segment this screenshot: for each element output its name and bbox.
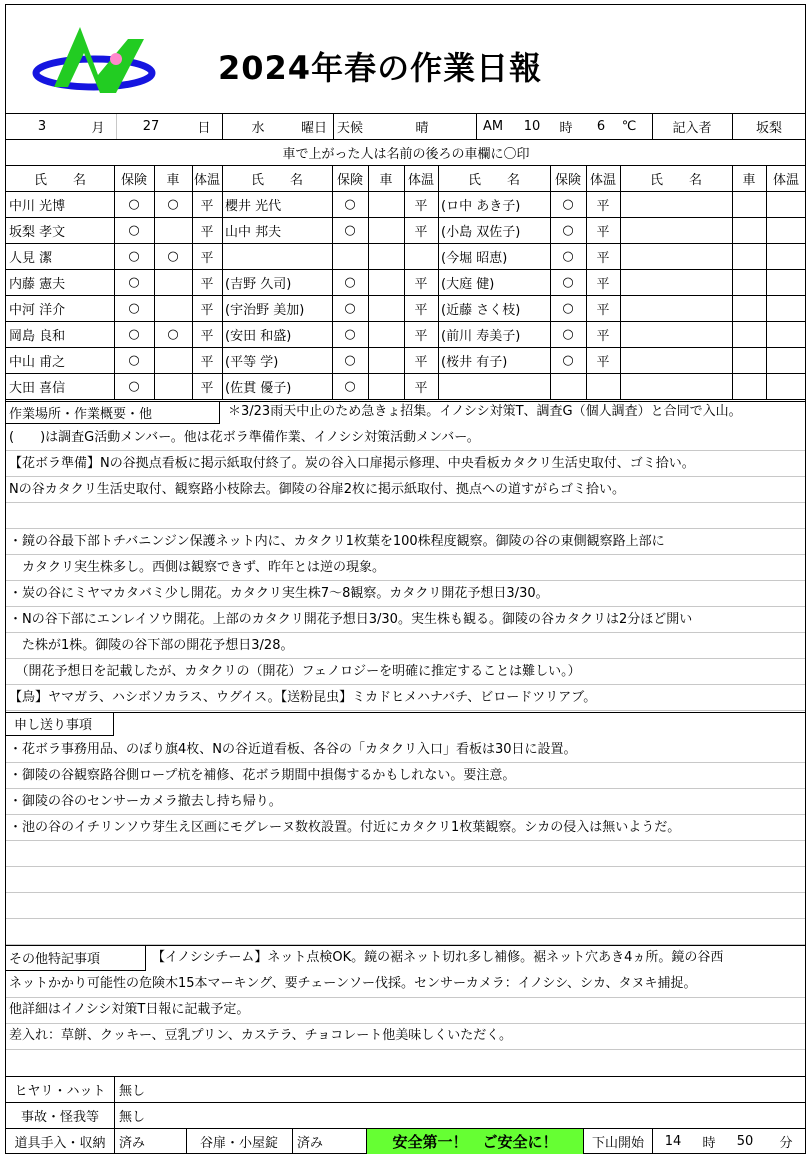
report-title: 2024年春の作業日報 xyxy=(218,49,543,87)
attendee-ins: ○ xyxy=(344,326,356,342)
attendee-ins: ○ xyxy=(344,300,356,316)
gridline xyxy=(6,788,805,789)
gridline xyxy=(6,658,805,659)
attendee-ins xyxy=(332,243,368,269)
attendee-ins: ○ xyxy=(562,248,574,264)
gate-value: 済み xyxy=(297,1136,324,1151)
gridline xyxy=(6,632,805,633)
ampm: AM xyxy=(482,119,504,134)
attendee-name: 中河 洋介 xyxy=(9,302,66,318)
attendee-temp: 平 xyxy=(414,354,428,370)
attendee-name: (平等 学) xyxy=(225,354,279,370)
day-value: 27 xyxy=(142,119,160,134)
attendee-car: ○ xyxy=(167,248,179,264)
descent-minute: 50 xyxy=(736,1134,754,1149)
attendee-ins: ○ xyxy=(128,300,140,316)
attendee-car xyxy=(368,373,404,399)
work-line: （開花予想日を記載したが、カタクリの（開花）フェノロジーを明確に推定することは難しい。） xyxy=(9,664,581,679)
attendee-temp: 平 xyxy=(200,224,214,240)
other-line: 差入れ：草餅、クッキー、豆乳プリン、カステラ、チョコレート他美味しくいただく。 xyxy=(9,1028,512,1043)
car-note: 車で上がった人は名前の後ろの車欄に〇印 xyxy=(282,147,530,162)
gridline xyxy=(6,1023,805,1024)
attendee-name: 中川 光博 xyxy=(9,198,66,214)
attendee-ins: ○ xyxy=(128,326,140,342)
attendee-car: ○ xyxy=(167,196,179,212)
col-header-car: 車 xyxy=(379,172,393,188)
gridline xyxy=(6,554,805,555)
gridline xyxy=(6,762,805,763)
gridline xyxy=(6,814,805,815)
daily-report-sheet xyxy=(5,4,806,1154)
tools-value: 済み xyxy=(119,1136,146,1151)
attendee-car: ○ xyxy=(167,326,179,342)
work-line: ・Nの谷下部にエンレイソウ開花。上部のカタクリ開花予想日3/30。実生株も観る。御陵の谷カタクリは2分ほど開い xyxy=(9,612,693,627)
attendee-temp: 平 xyxy=(414,380,428,396)
gridline xyxy=(6,450,805,451)
gridline xyxy=(6,476,805,477)
handover-line: ・池の谷のイチリンソウ芽生え区画にモグレーヌ数枚設置。付近にカタクリ1枚葉観察。シカの侵入は無いようだ。 xyxy=(9,820,681,835)
work-line: カタクリ実生株多し。西側は観察できず、昨年とは逆の現象。 xyxy=(9,560,385,575)
other-label: その他特記事項 xyxy=(6,945,146,971)
attendee-car xyxy=(368,191,404,217)
attendee-ins: ○ xyxy=(344,378,356,394)
attendee-temp: 平 xyxy=(596,302,610,318)
gridline xyxy=(6,892,805,893)
attendee-name: (宇治野 美加) xyxy=(225,302,305,318)
work-line: ・炭の谷にミヤマカタバミ少し開花。カタクリ実生株7～8観察。カタクリ開花予想日3/30。 xyxy=(9,586,549,601)
col-header-car: 車 xyxy=(166,172,180,188)
attendee-name: (前川 寿美子) xyxy=(441,328,521,344)
hour-label: 時 xyxy=(559,121,573,136)
descent-label: 下山開始 xyxy=(591,1136,644,1151)
attendee-name: (吉野 久司) xyxy=(225,276,292,292)
attendee-ins: ○ xyxy=(344,222,356,238)
attendee-temp: 平 xyxy=(596,328,610,344)
temp-value: 6 xyxy=(596,119,606,134)
recorder-label: 記入者 xyxy=(672,121,712,136)
attendee-ins: ○ xyxy=(128,196,140,212)
work-line: ・鏡の谷最下部トチバニンジン保護ネット内に、カタクリ1枚葉を100株程度観察。御陵の谷の東側観察路上部に xyxy=(9,534,665,549)
attendee-ins: ○ xyxy=(562,196,574,212)
gridline xyxy=(6,684,805,685)
work-line: た株が1株。御陵の谷下部の開花予想日3/28。 xyxy=(9,638,294,653)
attendee-temp: 平 xyxy=(414,302,428,318)
gridline xyxy=(6,866,805,867)
attendee-ins: ○ xyxy=(344,274,356,290)
attendee-name: 人見 潔 xyxy=(9,250,53,266)
attendee-name: (大庭 健) xyxy=(441,276,495,292)
attendee-name xyxy=(438,373,550,399)
work-line: 【鳥】ヤマガラ、ハシボソカラス、ウグイス。【送粉昆虫】ミカドヒメハナバチ、ビロードツリアブ。 xyxy=(9,690,597,705)
gridline xyxy=(6,918,805,919)
attendee-name: (今堀 昭恵) xyxy=(441,250,508,266)
month-value: 3 xyxy=(37,119,47,134)
gridline xyxy=(6,710,805,711)
attendee-name: 大田 喜信 xyxy=(9,380,66,396)
safety-banner: 安全第一！ ご安全に！ xyxy=(366,1129,584,1154)
attendee-ins: ○ xyxy=(344,352,356,368)
weather-value: 晴 xyxy=(415,121,429,136)
other-first-line: 【イノシシチーム】ネット点検OK。鏡の裾ネット切れ多し補修。裾ネット穴あき4ヵ所。鏡の谷西 xyxy=(152,950,724,965)
weather-label: 天候 xyxy=(336,121,363,136)
attendee-temp: 平 xyxy=(414,276,428,292)
attendee-name: 内藤 憲夫 xyxy=(9,276,66,292)
attendee-car xyxy=(368,217,404,243)
attendee-car xyxy=(154,269,192,295)
attendee-name: (ロ中 あき子) xyxy=(441,198,521,214)
attendee-ins: ○ xyxy=(344,196,356,212)
attendee-ins: ○ xyxy=(128,378,140,394)
work-line: Nの谷カタクリ生活史取付、観察路小枝除去。御陵の谷扉2枚に掲示紙取付、拠点への道すがらゴミ拾い。 xyxy=(9,482,625,497)
attendee-car xyxy=(154,373,192,399)
attendee-car xyxy=(154,347,192,373)
attendee-temp: 平 xyxy=(596,224,610,240)
attendee-ins: ○ xyxy=(562,300,574,316)
temp-unit: ℃ xyxy=(621,119,637,134)
hiyari-value: 無し xyxy=(119,1084,146,1099)
attendee-temp: 平 xyxy=(200,380,214,396)
attendee-name: 中山 甫之 xyxy=(9,354,66,370)
attendee-ins: ○ xyxy=(128,274,140,290)
attendee-temp: 平 xyxy=(200,302,214,318)
attendee-temp: 平 xyxy=(200,198,214,214)
gate-label: 谷扉・小屋錠 xyxy=(199,1136,278,1151)
attendee-ins: ○ xyxy=(562,222,574,238)
attendee-ins: ○ xyxy=(128,352,140,368)
attendee-car xyxy=(368,243,404,269)
weekday-label: 曜日 xyxy=(300,121,327,136)
col-header-temp: 体温 xyxy=(407,172,434,188)
hour-value: 10 xyxy=(523,119,541,134)
day-label: 日 xyxy=(197,121,211,136)
col-header-ins: 保険 xyxy=(554,172,581,188)
hiyari-label: ヒヤリ・ハット xyxy=(14,1084,106,1099)
weekday-value: 水 xyxy=(251,121,265,136)
accident-value: 無し xyxy=(119,1110,146,1125)
attendee-temp: 平 xyxy=(414,224,428,240)
gridline xyxy=(6,528,805,529)
attendee-temp: 平 xyxy=(200,354,214,370)
logo xyxy=(24,19,164,103)
col-header-ins: 保険 xyxy=(120,172,147,188)
gridline xyxy=(6,840,805,841)
handover-line: ・御陵の谷のセンサーカメラ撤去し持ち帰り。 xyxy=(9,794,282,809)
attendee-ins: ○ xyxy=(128,222,140,238)
col-header-name: 氏 名 xyxy=(649,172,702,188)
month-label: 月 xyxy=(91,121,105,136)
attendee-car xyxy=(368,347,404,373)
gridline xyxy=(6,502,805,503)
other-line: ネットかかり可能性の危険木15本マーキング、要チェーンソー伐採。センサーカメラ：イノシシ、シカ、タヌキ捕捉。 xyxy=(9,976,697,991)
gridline xyxy=(6,1049,805,1050)
attendee-temp: 平 xyxy=(200,328,214,344)
gridline xyxy=(6,997,805,998)
col-line xyxy=(620,165,621,399)
attendee-temp: 平 xyxy=(596,250,610,266)
attendee-ins: ○ xyxy=(562,326,574,342)
handover-line: ・花ボラ事務用品、のぼり旗4枚、Nの谷近道看板、各谷の「カタクリ入口」看板は30日に設置。 xyxy=(9,742,577,757)
accident-label: 事故・怪我等 xyxy=(20,1110,99,1125)
handover-line: ・御陵の谷観察路谷側ロープ杭を補修、花ボラ期間中損傷するかもしれない。要注意。 xyxy=(9,768,516,783)
attendee-name: 櫻井 光代 xyxy=(225,198,282,214)
attendee-temp: 平 xyxy=(596,354,610,370)
gridline xyxy=(6,606,805,607)
col-header-name: 氏 名 xyxy=(33,172,86,188)
work-first-line: ＊3/23雨天中止のため急きょ招集。イノシシ対策T、調査G（個人調査）と合同で入山。 xyxy=(228,404,742,419)
recorder-value: 坂梨 xyxy=(755,121,782,136)
descent-hour: 14 xyxy=(664,1134,682,1149)
attendee-name: (佐貫 優子) xyxy=(225,380,292,396)
attendee-name xyxy=(222,243,332,269)
attendee-temp: 平 xyxy=(414,198,428,214)
attendee-name: 岡島 良和 xyxy=(9,328,66,344)
handover-label: 申し送り事項 xyxy=(6,712,114,736)
attendee-temp xyxy=(404,243,438,269)
col-header-car: 車 xyxy=(742,172,756,188)
row-line xyxy=(6,399,805,400)
attendee-name: (小島 双佐子) xyxy=(441,224,521,240)
attendee-car xyxy=(368,295,404,321)
attendee-temp: 平 xyxy=(414,328,428,344)
attendee-car xyxy=(368,321,404,347)
descent-hour-label: 時 xyxy=(702,1136,716,1151)
attendee-name: 坂梨 孝文 xyxy=(9,224,66,240)
attendee-car xyxy=(154,217,192,243)
attendee-name: 山中 邦夫 xyxy=(225,224,282,240)
attendee-temp: 平 xyxy=(200,276,214,292)
descent-minute-label: 分 xyxy=(779,1136,793,1151)
attendee-temp: 平 xyxy=(200,250,214,266)
attendee-car xyxy=(368,269,404,295)
tools-label: 道具手入・収納 xyxy=(14,1136,106,1151)
work-line: 【花ボラ準備】Nの谷拠点看板に掲示紙取付終了。炭の谷入口扉掲示修理、中央看板カタクリ生活史取付、ゴミ拾い。 xyxy=(9,456,695,471)
attendee-temp: 平 xyxy=(596,276,610,292)
attendee-ins xyxy=(550,373,586,399)
col-header-temp: 体温 xyxy=(589,172,616,188)
col-header-name: 氏 名 xyxy=(467,172,520,188)
col-line xyxy=(732,165,733,399)
col-line xyxy=(766,165,767,399)
work-line: ( )は調査G活動メンバー。他は花ボラ準備作業、イノシシ対策活動メンバー。 xyxy=(9,430,480,445)
attendee-ins: ○ xyxy=(562,352,574,368)
attendee-ins: ○ xyxy=(128,248,140,264)
col-header-name: 氏 名 xyxy=(250,172,303,188)
other-line: 他詳細はイノシシ対策T日報に記載予定。 xyxy=(9,1002,250,1017)
attendee-temp: 平 xyxy=(596,198,610,214)
col-header-temp: 体温 xyxy=(193,172,220,188)
work-label: 作業場所・作業概要・他 xyxy=(6,401,220,424)
attendee-name: (近藤 さく枝) xyxy=(441,302,521,318)
gridline xyxy=(6,580,805,581)
attendee-ins: ○ xyxy=(562,274,574,290)
attendee-name: (桜井 有子) xyxy=(441,354,508,370)
attendee-temp xyxy=(586,373,620,399)
col-header-temp: 体温 xyxy=(772,172,799,188)
attendee-car xyxy=(154,295,192,321)
attendee-name: (安田 和盛) xyxy=(225,328,292,344)
col-header-ins: 保険 xyxy=(336,172,363,188)
